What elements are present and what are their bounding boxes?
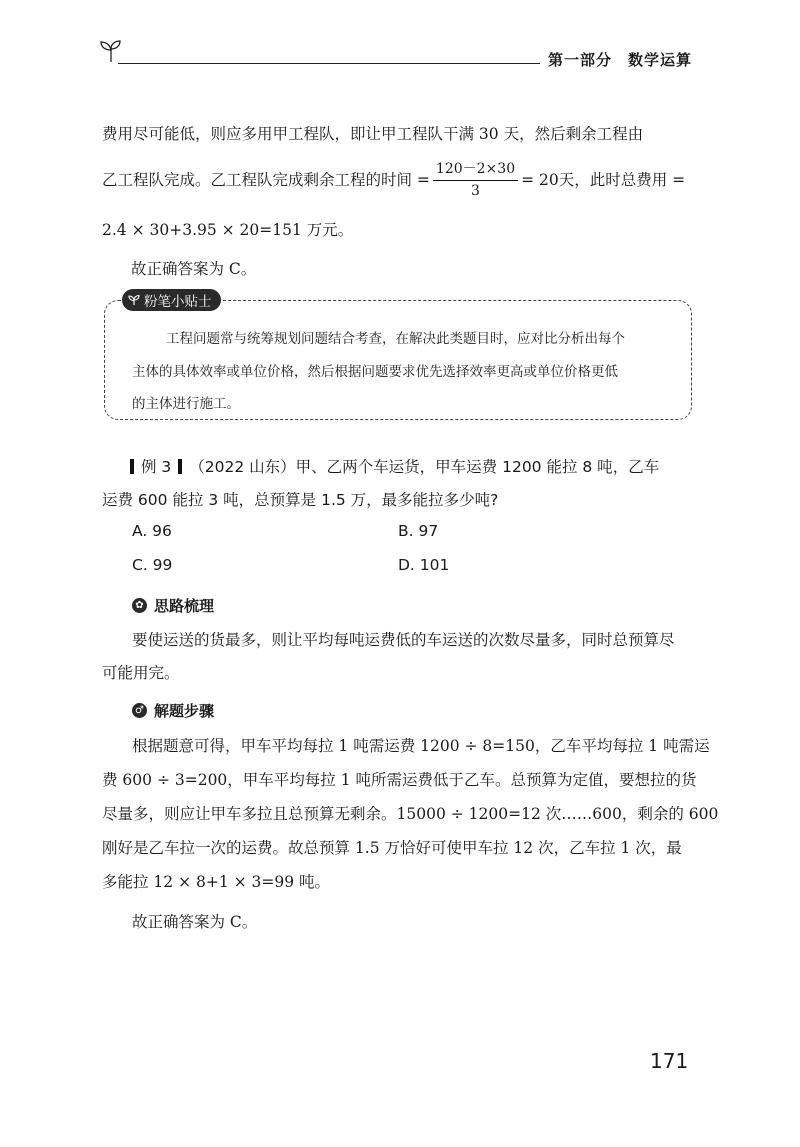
thinking-line-1: 要使运送的货最多，则让平均每吨运费低的车运送的次数尽量多，同时总预算尽 [132, 631, 675, 649]
time-fraction [433, 158, 518, 199]
option-b: B. 97 [398, 522, 439, 540]
example-line-1 [130, 455, 659, 477]
section-title: 第一部分 数学运算 [548, 51, 693, 69]
option-d: D. 101 [398, 556, 450, 574]
solution-line-3: 2.4 × 30+3.95 × 20=151 万元。 [102, 221, 354, 239]
sprout-logo-icon [98, 38, 124, 64]
tip-badge-label: 粉笔小贴士 [144, 294, 212, 310]
tip-line-1: 工程问题常与统筹规划问题结合考查，在解决此类题目时，应对比分析出每个 [166, 331, 625, 347]
solution-line-2 [102, 158, 685, 199]
solution-line-1: 费用尽可能低，则应多用甲工程队，即让甲工程队干满 30 天，然后剩余工程由 [102, 125, 644, 143]
steps-line-1: 根据题意可得，甲车平均每拉 1 吨需运费 1200 ÷ 8=150，乙车平均每拉 1 吨需运 [132, 737, 710, 755]
tip-badge [122, 289, 221, 311]
tip-line-3: 的主体进行施工。 [132, 396, 240, 412]
example-question-line-2: 运费 600 能拉 3 吨，总预算是 1.5 万，最多能拉多少吨? [102, 491, 499, 509]
example-question-line-1: （2022 山东）甲、乙两个车运货，甲车运费 1200 能拉 8 吨，乙车 [189, 458, 660, 476]
page-number: 171 [650, 1049, 689, 1073]
thinking-heading-label: 思路梳理 [154, 597, 215, 615]
steps-line-2: 费 600 ÷ 3=200，甲车平均每拉 1 吨所需运费低于乙车。总预算为定值，要想拉的货 [102, 771, 697, 789]
steps-heading-label: 解题步骤 [154, 702, 215, 720]
brain-icon: ✿ [132, 598, 147, 613]
example-bar-left [130, 459, 134, 474]
solution-line-2-before: 乙工程队完成。乙工程队完成剩余工程的时间 = [102, 170, 430, 189]
tip-line-2: 主体的具体效率或单位价格，然后根据问题要求优先选择效率更高或单位价格更低 [132, 364, 618, 380]
header-rule [118, 63, 540, 64]
steps-line-4: 刚好是乙车拉一次的运费。故总预算 1.5 万恰好可使甲车拉 12 次，乙车拉 1 次，最 [102, 839, 682, 857]
steps-heading [132, 700, 214, 721]
option-a: A. 96 [132, 522, 172, 540]
example-bar-right [178, 459, 182, 474]
steps-answer: 故正确答案为 C。 [132, 913, 258, 931]
steps-line-3: 尽量多，则应让甲车多拉且总预算无剩余。15000 ÷ 1200=12 次……600，剩余的 600 [102, 805, 719, 823]
sprout-icon [128, 294, 140, 306]
solution-answer: 故正确答案为 C。 [131, 260, 257, 278]
fraction-numerator: 120－2×30 [433, 158, 518, 181]
steps-icon: ♂ [132, 703, 147, 718]
thinking-heading [132, 595, 214, 616]
fraction-denominator: 3 [471, 183, 480, 199]
solution-line-2-after: = 20天，此时总费用 = [521, 170, 686, 189]
option-c: C. 99 [132, 556, 173, 574]
example-label: 例 3 [141, 458, 172, 476]
thinking-line-2: 可能用完。 [102, 664, 180, 682]
steps-line-5: 多能拉 12 × 8+1 × 3=99 吨。 [102, 873, 331, 891]
